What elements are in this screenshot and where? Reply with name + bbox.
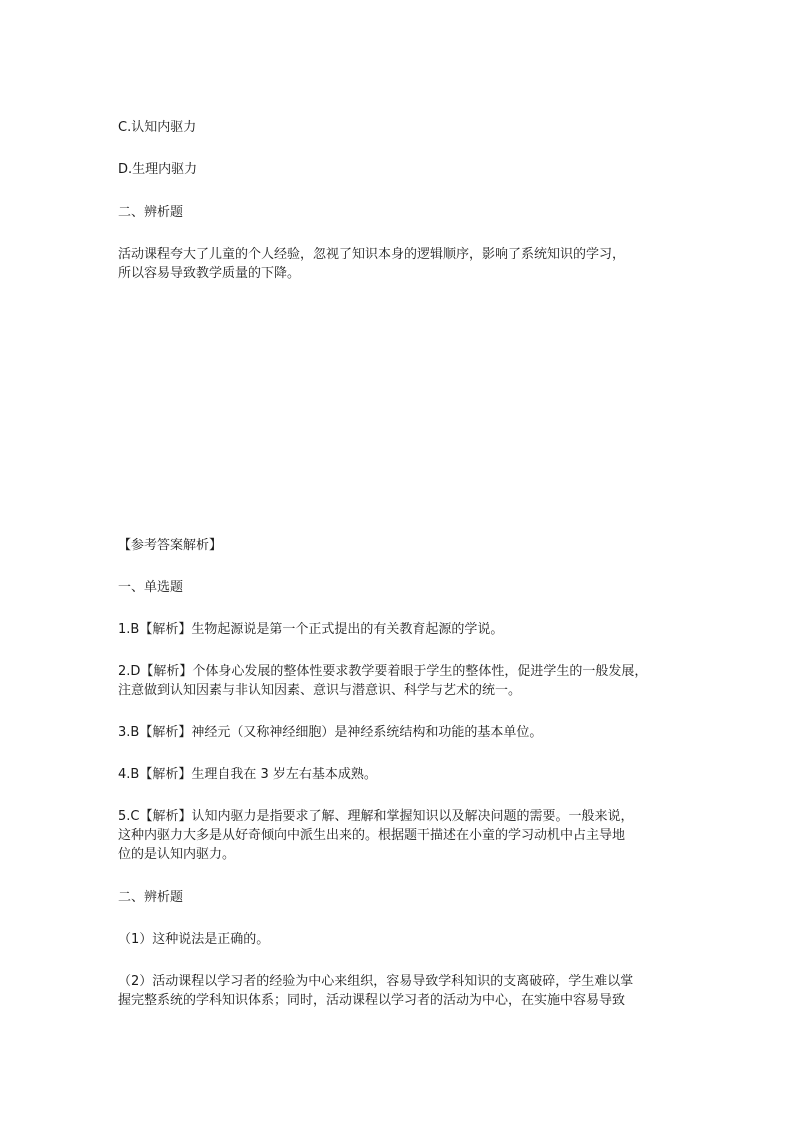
option-d: D.生理内驱力: [118, 162, 198, 177]
answer-4: 4.B【解析】生理自我在 3 岁左右基本成熟。: [118, 767, 377, 782]
answer-5-line-2: 这种内驱力大多是从好奇倾向中派生出来的。根据题干描述在小童的学习动机中占主导地: [118, 828, 626, 843]
discussion-answer-2-line-2: 握完整系统的学科知识体系；同时，活动课程以学习者的活动为中心，在实施中容易导致: [118, 993, 626, 1008]
option-c: C.认知内驱力: [118, 120, 197, 135]
discussion-statement-line-1: 活动课程夸大了儿童的个人经验，忽视了知识本身的逻辑顺序，影响了系统知识的学习，: [118, 247, 626, 262]
discussion-statement-line-2: 所以容易导致教学质量的下降。: [118, 266, 301, 281]
section-heading-single-choice: 一、单选题: [118, 580, 184, 595]
answer-2-line-1: 2.D【解析】个体身心发展的整体性要求教学要着眼于学生的整体性，促进学生的一般发展，: [118, 664, 648, 679]
answer-5-line-1: 5.C【解析】认知内驱力是指要求了解、理解和掌握知识以及解决问题的需要。一般来说，: [118, 809, 634, 824]
section-heading-discussion-answers: 二、辨析题: [118, 890, 184, 905]
section-heading-discussion: 二、辨析题: [118, 205, 184, 220]
discussion-answer-2-line-1: （2）活动课程以学习者的经验为中心来组织，容易导致学科知识的支离破碎，学生难以掌: [118, 974, 634, 989]
discussion-answer-1: （1）这种说法是正确的。: [118, 932, 270, 947]
answers-title: 【参考答案解析】: [118, 538, 223, 553]
answer-2-line-2: 注意做到认知因素与非认知因素、意识与潜意识、科学与艺术的统一。: [118, 683, 522, 698]
answer-1: 1.B【解析】生物起源说是第一个正式提出的有关教育起源的学说。: [118, 622, 504, 637]
answer-3: 3.B【解析】神经元（又称神经细胞）是神经系统结构和功能的基本单位。: [118, 725, 543, 740]
answer-5-line-3: 位的是认知内驱力。: [118, 847, 236, 862]
